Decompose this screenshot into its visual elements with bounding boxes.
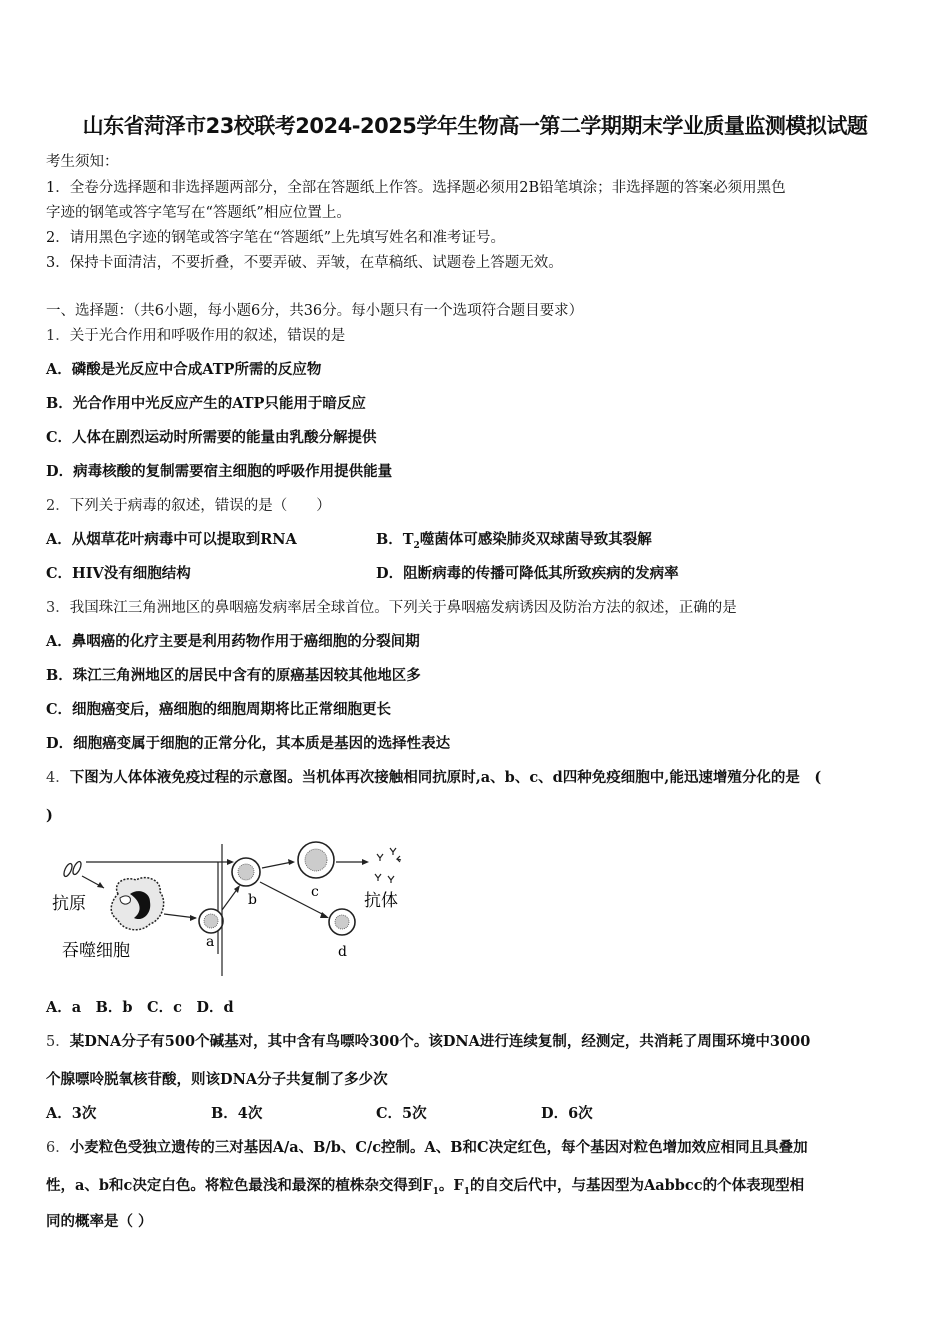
label-phagocyte: 吞噬细胞 xyxy=(62,941,130,961)
label-cell-a: a xyxy=(206,934,215,950)
q3-option-c: C．细胞癌变后，癌细胞的细胞周期将比正常细胞更长 xyxy=(46,701,392,718)
question-2 xyxy=(46,496,331,516)
q3-option-b: B．珠江三角洲地区的居民中含有的原癌基因较其他地区多 xyxy=(46,667,421,684)
question-1 xyxy=(46,326,345,346)
q3-option-d: D．细胞癌变属于细胞的正常分化，其本质是基因的选择性表达 xyxy=(46,735,451,752)
q4-options: A．a B．b C．c D．d xyxy=(46,999,234,1016)
q1-option-d: D．病毒核酸的复制需要宿主细胞的呼吸作用提供能量 xyxy=(46,463,393,480)
question-4-stem-end: ) xyxy=(46,807,53,824)
question-3 xyxy=(46,598,737,618)
notice-heading: 考生须知： xyxy=(46,154,119,170)
arrow-head-icon xyxy=(362,859,369,865)
page-title: 山东省菏泽市23校联考2024-2025学年生物高一第二学期期末学业质量监测模拟试题 xyxy=(82,114,868,138)
phagocyte-cell-icon xyxy=(111,878,163,930)
question-stem: 我国珠江三角洲地区的鼻咽癌发病率居全球首位。下列关于鼻咽癌发病诱因及防治方法的叙述，正确的是 xyxy=(69,600,737,616)
label-antibody: 抗体 xyxy=(364,891,398,911)
q6-subscript: 1 xyxy=(432,1186,439,1197)
section-heading: 一、选择题：（共6小题，每小题6分，共36分。每小题只有一个选项符合题目要求） xyxy=(46,303,584,319)
question-6 xyxy=(46,1138,808,1158)
cell-c-icon xyxy=(298,842,334,878)
question-stem: 下图为人体体液免疫过程的示意图。当机体再次接触相同抗原时,a、b、c、d四种免疫细胞中,能迅速增殖分化的是 ( xyxy=(69,769,822,786)
humoral-immunity-diagram xyxy=(46,836,418,976)
notice-item-2: 2．请用黑色字迹的钢笔或答字笔在“答题纸”上先填写姓名和准考证号。 xyxy=(46,230,506,246)
label-cell-b: b xyxy=(248,892,257,908)
arrow-head-icon xyxy=(190,915,197,921)
question-number: 1． xyxy=(46,328,70,344)
question-stem: 下列关于病毒的叙述，错误的是（ ） xyxy=(69,498,331,514)
q1-option-b: B．光合作用中光反应产生的ATP只能用于暗反应 xyxy=(46,395,366,412)
question-number: 4． xyxy=(46,770,70,786)
question-number: 6． xyxy=(46,1140,70,1156)
arrow-head-icon xyxy=(288,859,295,865)
antigen-icon xyxy=(62,860,82,877)
q5-option-a: A．3次 xyxy=(46,1105,97,1122)
arrow-head-icon xyxy=(227,859,234,865)
q2-option-b xyxy=(376,530,652,556)
q5-option-b: B．4次 xyxy=(211,1105,263,1122)
q6-line-2-text: 性，a、b和c决定白色。将粒色最浅和最深的植株杂交得到F xyxy=(46,1177,433,1194)
question-6-line-2 xyxy=(46,1176,804,1202)
question-stem: 关于光合作用和呼吸作用的叙述，错误的是 xyxy=(69,328,346,344)
q3-option-a: A．鼻咽癌的化疗主要是利用药物作用于癌细胞的分裂间期 xyxy=(46,633,420,650)
question-stem: 小麦粒色受独立遗传的三对基因A/a、B/b、C/c控制。A、B和C决定红色，每个基因对粒色增加效应相同且具叠加 xyxy=(69,1139,808,1156)
label-cell-c: c xyxy=(311,884,319,900)
arrow-head-icon xyxy=(320,912,329,918)
question-6-line-3: 同的概率是（ ） xyxy=(46,1213,153,1230)
arrow-b-to-c xyxy=(262,862,292,868)
question-number: 2． xyxy=(46,498,70,514)
q2-option-c: C．HIV没有细胞结构 xyxy=(46,565,191,582)
antibody-icon xyxy=(375,848,401,883)
q6-line-2-end: 的自交后代中，与基因型为Aabbcc的个体表现型相 xyxy=(469,1177,805,1194)
q5-option-d: D．6次 xyxy=(541,1105,593,1122)
label-antigen: 抗原 xyxy=(52,894,86,914)
cell-d-icon xyxy=(329,909,355,935)
question-5-line-2: 个腺嘌呤脱氧核苷酸，则该DNA分子共复制了多少次 xyxy=(46,1071,388,1088)
q2-option-b-text: 噬菌体可感染肺炎双球菌导致其裂解 xyxy=(419,531,652,548)
notice-item-1-line-1: 1．全卷分选择题和非选择题两部分，全部在答题纸上作答。选择题必须用2B铅笔填涂；非选择题的答案必须用黑色 xyxy=(46,180,786,196)
q5-option-c: C．5次 xyxy=(376,1105,427,1122)
cell-a-icon xyxy=(199,909,223,933)
question-4 xyxy=(46,768,821,788)
q6-subscript: 1 xyxy=(463,1186,470,1197)
question-number: 3． xyxy=(46,600,70,616)
notice-item-3: 3．保持卡面清洁，不要折叠，不要弄破、弄皱，在草稿纸、试题卷上答题无效。 xyxy=(46,255,563,271)
q2-option-b-prefix: B．T xyxy=(376,531,414,548)
question-stem: 某DNA分子有500个碱基对，其中含有鸟嘌呤300个。该DNA进行连续复制，经测定，共消耗了周围环境中3000 xyxy=(69,1033,811,1050)
q2-option-a: A．从烟草花叶病毒中可以提取到RNA xyxy=(46,531,297,548)
q2-option-d: D．阻断病毒的传播可降低其所致疾病的发病率 xyxy=(376,565,679,582)
question-number: 5． xyxy=(46,1034,70,1050)
label-cell-d: d xyxy=(338,944,347,960)
arrow-a-to-b xyxy=(222,888,238,910)
q6-line-2-mid: 。F xyxy=(438,1177,464,1194)
q1-option-c: C．人体在剧烈运动时所需要的能量由乳酸分解提供 xyxy=(46,429,377,446)
question-5 xyxy=(46,1032,810,1052)
q2-option-b-subscript: 2 xyxy=(413,540,420,551)
notice-item-1-line-2: 字迹的钢笔或答字笔写在“答题纸”相应位置上。 xyxy=(46,205,351,221)
cell-b-icon xyxy=(232,858,260,886)
q1-option-a: A．磷酸是光反应中合成ATP所需的反应物 xyxy=(46,361,322,378)
